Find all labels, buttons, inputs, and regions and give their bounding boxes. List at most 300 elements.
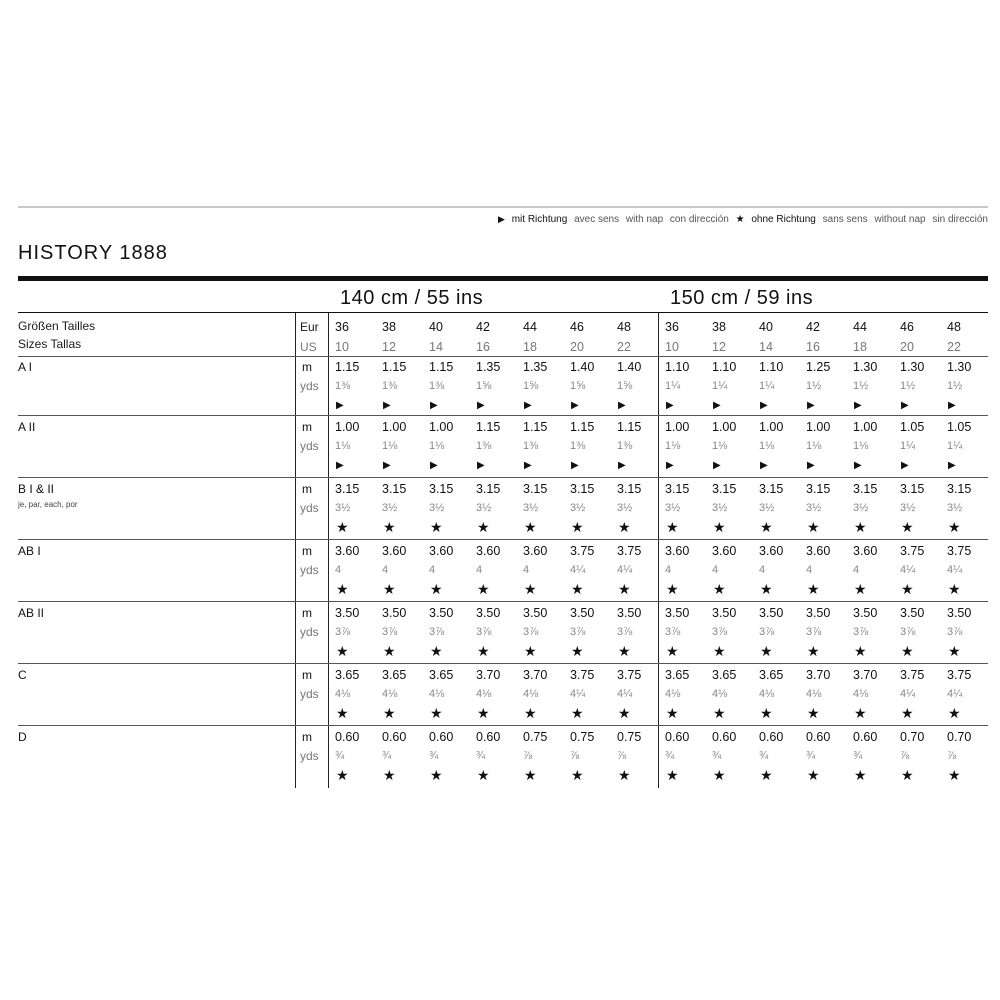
yards-value: 3½ [665, 502, 681, 514]
meters-value: 3.70 [806, 668, 831, 682]
yards-unit-label: yds [300, 625, 319, 639]
yards-value: 3⅞ [665, 626, 681, 638]
without-nap-star-icon: ★ [713, 643, 726, 659]
without-nap-star-icon: ★ [666, 519, 679, 535]
yards-value: 3½ [335, 502, 351, 514]
with-nap-de: mit Richtung [511, 214, 568, 225]
without-nap-star-icon: ★ [383, 767, 396, 783]
yards-value: 1⅜ [523, 440, 539, 452]
yards-value: ⅞ [523, 750, 533, 762]
yards-value: 4¼ [900, 564, 916, 576]
without-nap-star-icon: ★ [430, 643, 443, 659]
us-label: US [300, 340, 317, 354]
pattern-title: HISTORY 1888 [18, 242, 168, 264]
meters-value: 3.60 [806, 544, 831, 558]
meters-unit-label: m [302, 606, 312, 620]
with-nap-arrow-icon: ▶ [854, 460, 862, 471]
yards-value: 1⅝ [617, 380, 633, 392]
meters-value: 3.75 [900, 668, 925, 682]
meters-value: 1.00 [382, 420, 407, 434]
yards-value: 1¼ [712, 380, 728, 392]
yards-value: 4⅛ [429, 688, 445, 700]
meters-value: 3.75 [617, 668, 642, 682]
without-nap-star-icon: ★ [666, 767, 679, 783]
with-nap-arrow-icon: ▶ [760, 400, 768, 411]
yards-value: 1¼ [665, 380, 681, 392]
meters-value: 3.65 [665, 668, 690, 682]
with-nap-arrow-icon: ▶ [807, 460, 815, 471]
yards-value: ⅞ [947, 750, 957, 762]
without-nap-star-icon: ★ [713, 767, 726, 783]
without-nap-star-icon: ★ [383, 705, 396, 721]
yards-value: 4⅛ [853, 688, 869, 700]
with-nap-arrow-icon: ▶ [571, 400, 579, 411]
meters-value: 1.00 [759, 420, 784, 434]
without-nap-star-icon: ★ [571, 581, 584, 597]
yards-value: 3½ [900, 502, 916, 514]
us-size: 22 [947, 340, 961, 354]
yards-unit-label: yds [300, 439, 319, 453]
sizes-label-en-es: Sizes Tallas [18, 337, 82, 351]
yards-value: ¾ [853, 750, 863, 762]
meters-value: 3.15 [900, 482, 925, 496]
meters-value: 1.00 [335, 420, 360, 434]
without-nap-star-icon: ★ [713, 705, 726, 721]
without-nap-star-icon: ★ [430, 705, 443, 721]
meters-value: 3.15 [947, 482, 972, 496]
meters-value: 3.15 [665, 482, 690, 496]
meters-value: 3.75 [947, 544, 972, 558]
without-nap-star-icon: ★ [336, 519, 349, 535]
meters-value: 3.60 [335, 544, 360, 558]
with-nap-arrow-icon: ▶ [430, 400, 438, 411]
yards-value: 4¼ [947, 564, 963, 576]
yards-value: 1⅝ [476, 380, 492, 392]
meters-value: 1.05 [900, 420, 925, 434]
meters-value: 0.60 [759, 730, 784, 744]
without-nap-star-icon: ★ [618, 767, 631, 783]
yards-value: 4⅛ [759, 688, 775, 700]
with-nap-arrow-icon: ▶ [477, 400, 485, 411]
yards-value: 1⅛ [853, 440, 869, 452]
eur-size: 46 [570, 320, 584, 334]
meters-value: 3.15 [335, 482, 360, 496]
without-nap-star-icon: ★ [383, 643, 396, 659]
without-nap-star-icon: ★ [948, 767, 961, 783]
yards-unit-label: yds [300, 501, 319, 515]
eur-size: 46 [900, 320, 914, 334]
meters-value: 3.15 [806, 482, 831, 496]
without-nap-star-icon: ★ [854, 519, 867, 535]
fabric-width-140: 140 cm / 55 ins [340, 287, 484, 309]
meters-value: 3.70 [476, 668, 501, 682]
yards-value: ¾ [382, 750, 392, 762]
meters-value: 1.15 [476, 420, 501, 434]
eur-size: 36 [665, 320, 679, 334]
without-nap-star-icon: ★ [807, 519, 820, 535]
without-nap-star-icon: ★ [430, 519, 443, 535]
yards-value: ¾ [759, 750, 769, 762]
us-size: 14 [429, 340, 443, 354]
us-size: 12 [382, 340, 396, 354]
row-divider [18, 477, 988, 478]
yards-value: ¾ [712, 750, 722, 762]
meters-value: 3.15 [523, 482, 548, 496]
meters-value: 3.15 [476, 482, 501, 496]
yards-value: 1⅜ [570, 440, 586, 452]
eur-size: 40 [429, 320, 443, 334]
without-nap-star-icon: ★ [336, 705, 349, 721]
yards-value: 1¼ [947, 440, 963, 452]
yards-value: 1⅛ [429, 440, 445, 452]
meters-value: 3.50 [476, 606, 501, 620]
yards-value: 1¼ [759, 380, 775, 392]
yards-value: 4 [759, 564, 766, 576]
without-nap-fr: sans sens [822, 214, 868, 225]
meters-value: 3.75 [947, 668, 972, 682]
yards-value: 1⅛ [759, 440, 775, 452]
meters-value: 0.60 [382, 730, 407, 744]
yards-value: 4⅛ [712, 688, 728, 700]
meters-value: 3.70 [523, 668, 548, 682]
meters-value: 1.00 [806, 420, 831, 434]
without-nap-star-icon: ★ [948, 643, 961, 659]
us-size: 16 [476, 340, 490, 354]
without-nap-star-icon: ★ [336, 767, 349, 783]
meters-value: 1.15 [617, 420, 642, 434]
yards-value: ⅞ [900, 750, 910, 762]
eur-label: Eur [300, 320, 319, 334]
row-divider [18, 415, 988, 416]
meters-value: 3.60 [429, 544, 454, 558]
yards-value: 1⅜ [382, 380, 398, 392]
yards-value: 1⅛ [665, 440, 681, 452]
eur-size: 44 [853, 320, 867, 334]
meters-value: 3.60 [853, 544, 878, 558]
yards-value: ¾ [335, 750, 345, 762]
eur-size: 36 [335, 320, 349, 334]
yards-value: 3½ [617, 502, 633, 514]
meters-unit-label: m [302, 668, 312, 682]
meters-unit-label: m [302, 544, 312, 558]
meters-value: 3.50 [523, 606, 548, 620]
yards-value: 3½ [806, 502, 822, 514]
yards-value: 4⅛ [806, 688, 822, 700]
meters-value: 3.15 [570, 482, 595, 496]
yards-value: 4⅛ [476, 688, 492, 700]
meters-value: 3.75 [570, 668, 595, 682]
yards-value: 1⅜ [335, 380, 351, 392]
without-nap-star-icon: ★ [854, 705, 867, 721]
meters-value: 3.65 [335, 668, 360, 682]
meters-value: 3.50 [665, 606, 690, 620]
eur-size: 38 [382, 320, 396, 334]
view-label: B I & II [18, 482, 55, 496]
with-nap-arrow-icon: ▶ [430, 460, 438, 471]
yards-value: 4 [665, 564, 672, 576]
meters-value: 1.30 [900, 360, 925, 374]
with-nap-arrow-icon: ▶ [713, 400, 721, 411]
yards-value: 3½ [429, 502, 445, 514]
column-divider [658, 313, 659, 788]
meters-value: 3.50 [853, 606, 878, 620]
nap-legend [494, 214, 988, 225]
meters-value: 3.50 [900, 606, 925, 620]
yards-value: 3½ [523, 502, 539, 514]
meters-value: 1.30 [947, 360, 972, 374]
without-nap-star-icon: ★ [666, 581, 679, 597]
meters-value: 0.75 [617, 730, 642, 744]
yards-value: 1⅝ [570, 380, 586, 392]
without-nap-star-icon: ★ [713, 581, 726, 597]
with-nap-arrow-icon: ▶ [524, 400, 532, 411]
view-label: AB I [18, 544, 41, 558]
meters-value: 0.60 [806, 730, 831, 744]
with-nap-arrow-icon: ▶ [336, 460, 344, 471]
view-label: AB II [18, 606, 45, 620]
with-nap-arrow-icon: ▶ [901, 400, 909, 411]
with-nap-arrow-icon: ▶ [524, 460, 532, 471]
yards-value: 1⅜ [617, 440, 633, 452]
yards-value: ¾ [665, 750, 675, 762]
yards-value: 1⅛ [382, 440, 398, 452]
meters-value: 1.40 [617, 360, 642, 374]
us-size: 22 [617, 340, 631, 354]
with-nap-fr: avec sens [574, 214, 620, 225]
without-nap-star-icon: ★ [618, 519, 631, 535]
meters-unit-label: m [302, 730, 312, 744]
without-nap-de: ohne Richtung [751, 214, 816, 225]
meters-value: 0.70 [947, 730, 972, 744]
yards-value: ¾ [476, 750, 486, 762]
yards-value: 3⅞ [806, 626, 822, 638]
yards-value: 4 [429, 564, 436, 576]
yards-value: 4¼ [617, 564, 633, 576]
without-nap-star-icon: ★ [571, 519, 584, 535]
meters-value: 3.15 [853, 482, 878, 496]
yards-value: 4⅛ [665, 688, 681, 700]
eur-size: 42 [476, 320, 490, 334]
size-header-divider [18, 356, 988, 357]
meters-value: 3.75 [570, 544, 595, 558]
yards-value: 3½ [947, 502, 963, 514]
without-nap-star-icon: ★ [948, 705, 961, 721]
without-nap-star-icon: ★ [760, 643, 773, 659]
meters-value: 3.65 [759, 668, 784, 682]
yards-value: 1½ [947, 380, 963, 392]
meters-value: 1.10 [665, 360, 690, 374]
yards-value: 1⅛ [335, 440, 351, 452]
us-size: 18 [523, 340, 537, 354]
sizes-label-de-fr: Größen Tailles [18, 319, 96, 333]
yards-value: 3⅞ [570, 626, 586, 638]
meters-value: 3.60 [712, 544, 737, 558]
without-nap-star-icon: ★ [571, 705, 584, 721]
eur-size: 38 [712, 320, 726, 334]
without-nap-star-icon: ★ [477, 705, 490, 721]
without-nap-star-icon: ★ [571, 767, 584, 783]
yards-value: 3½ [759, 502, 775, 514]
without-nap-en: without nap [874, 214, 926, 225]
yards-value: 4¼ [947, 688, 963, 700]
row-divider [18, 725, 988, 726]
yards-value: 1⅛ [712, 440, 728, 452]
view-label: D [18, 730, 27, 744]
without-nap-star-icon: ★ [618, 581, 631, 597]
yards-value: 1⅜ [476, 440, 492, 452]
meters-value: 0.75 [570, 730, 595, 744]
yards-value: 3½ [712, 502, 728, 514]
meters-value: 0.60 [712, 730, 737, 744]
yards-value: 4 [712, 564, 719, 576]
without-nap-star-icon: ★ [760, 705, 773, 721]
meters-value: 1.35 [476, 360, 501, 374]
meters-value: 1.10 [759, 360, 784, 374]
row-divider [18, 663, 988, 664]
with-nap-arrow-icon: ▶ [618, 460, 626, 471]
meters-value: 1.00 [429, 420, 454, 434]
yards-value: 3⅞ [759, 626, 775, 638]
eur-size: 40 [759, 320, 773, 334]
meters-value: 3.15 [617, 482, 642, 496]
without-nap-star-icon: ★ [901, 705, 914, 721]
yards-value: 4 [382, 564, 389, 576]
yards-value: 4 [853, 564, 860, 576]
with-nap-arrow-icon: ▶ [383, 400, 391, 411]
eur-size: 42 [806, 320, 820, 334]
with-nap-arrow-icon: ▶ [713, 460, 721, 471]
with-nap-arrow-icon: ▶ [666, 460, 674, 471]
yards-value: ¾ [429, 750, 439, 762]
us-size: 18 [853, 340, 867, 354]
meters-value: 0.60 [853, 730, 878, 744]
yards-value: 3⅞ [853, 626, 869, 638]
header-rule [18, 312, 988, 313]
without-nap-star-icon: ★ [477, 519, 490, 535]
meters-value: 0.60 [429, 730, 454, 744]
meters-value: 3.75 [900, 544, 925, 558]
meters-unit-label: m [302, 420, 312, 434]
us-size: 20 [570, 340, 584, 354]
us-size: 14 [759, 340, 773, 354]
meters-value: 3.50 [759, 606, 784, 620]
yards-value: 3½ [853, 502, 869, 514]
yards-value: 3⅞ [476, 626, 492, 638]
without-nap-star-icon: ★ [854, 581, 867, 597]
without-nap-star-icon: ★ [571, 643, 584, 659]
meters-value: 1.15 [335, 360, 360, 374]
meters-value: 3.50 [617, 606, 642, 620]
without-nap-star-icon: ★ [901, 643, 914, 659]
yards-value: 3⅞ [712, 626, 728, 638]
meters-value: 1.25 [806, 360, 831, 374]
without-nap-star-icon: ★ [524, 705, 537, 721]
meters-value: 3.65 [382, 668, 407, 682]
yards-value: 3⅞ [429, 626, 445, 638]
yards-value: 4¼ [900, 688, 916, 700]
view-label: A II [18, 420, 36, 434]
without-nap-star-icon: ★ [618, 643, 631, 659]
meters-value: 3.60 [665, 544, 690, 558]
yards-value: 1⅝ [523, 380, 539, 392]
meters-value: 3.60 [759, 544, 784, 558]
without-nap-star-icon: ★ [854, 767, 867, 783]
us-size: 20 [900, 340, 914, 354]
without-nap-star-icon: ★ [760, 519, 773, 535]
yards-value: 4¼ [570, 564, 586, 576]
meters-unit-label: m [302, 482, 312, 496]
with-nap-arrow-icon: ▶ [901, 460, 909, 471]
meters-value: 1.30 [853, 360, 878, 374]
without-nap-star-icon: ★ [524, 643, 537, 659]
with-nap-arrow-icon: ▶ [948, 400, 956, 411]
yards-value: 1¼ [900, 440, 916, 452]
yards-value: 4⅛ [382, 688, 398, 700]
without-nap-star-icon: ★ [383, 581, 396, 597]
meters-value: 3.50 [429, 606, 454, 620]
us-size: 16 [806, 340, 820, 354]
yards-value: ¾ [806, 750, 816, 762]
yards-value: 4¼ [617, 688, 633, 700]
with-nap-es: con dirección [669, 214, 729, 225]
without-nap-star-icon: ★ [477, 767, 490, 783]
with-nap-arrow-icon: ▶ [336, 400, 344, 411]
with-nap-arrow-icon: ▶ [666, 400, 674, 411]
meters-value: 1.10 [712, 360, 737, 374]
yards-value: 4⅛ [335, 688, 351, 700]
without-nap-star-icon: ★ [713, 519, 726, 535]
without-nap-star-icon: ★ [666, 705, 679, 721]
meters-value: 1.15 [382, 360, 407, 374]
meters-value: 1.15 [429, 360, 454, 374]
yards-value: 3⅞ [382, 626, 398, 638]
yards-value: 1½ [853, 380, 869, 392]
with-nap-arrow-icon: ▶ [618, 400, 626, 411]
yards-value: 3½ [476, 502, 492, 514]
view-note: je, par, each, por [18, 500, 78, 509]
meters-value: 1.40 [570, 360, 595, 374]
yards-value: 3⅞ [617, 626, 633, 638]
meters-value: 1.00 [712, 420, 737, 434]
yards-value: 4 [335, 564, 342, 576]
row-divider [18, 601, 988, 602]
without-nap-star-icon: ★ [524, 581, 537, 597]
meters-unit-label: m [302, 360, 312, 374]
yards-unit-label: yds [300, 687, 319, 701]
without-nap-star-icon: ★ [807, 705, 820, 721]
without-nap-star-icon: ★ [807, 581, 820, 597]
with-nap-arrow-icon: ▶ [760, 460, 768, 471]
meters-value: 0.60 [335, 730, 360, 744]
title-rule [18, 276, 988, 281]
yards-unit-label: yds [300, 563, 319, 577]
without-nap-star-icon: ★ [807, 767, 820, 783]
with-nap-symbol: ▶ [498, 214, 505, 224]
with-nap-arrow-icon: ▶ [807, 400, 815, 411]
without-nap-star-icon: ★ [618, 705, 631, 721]
meters-value: 1.00 [853, 420, 878, 434]
meters-value: 1.35 [523, 360, 548, 374]
without-nap-star-icon: ★ [477, 643, 490, 659]
top-rule [18, 206, 988, 208]
without-nap-star-icon: ★ [854, 643, 867, 659]
yards-value: 1⅛ [806, 440, 822, 452]
yards-value: 4 [476, 564, 483, 576]
eur-size: 44 [523, 320, 537, 334]
yards-value: ⅞ [570, 750, 580, 762]
without-nap-es: sin dirección [932, 214, 988, 225]
meters-value: 3.15 [712, 482, 737, 496]
